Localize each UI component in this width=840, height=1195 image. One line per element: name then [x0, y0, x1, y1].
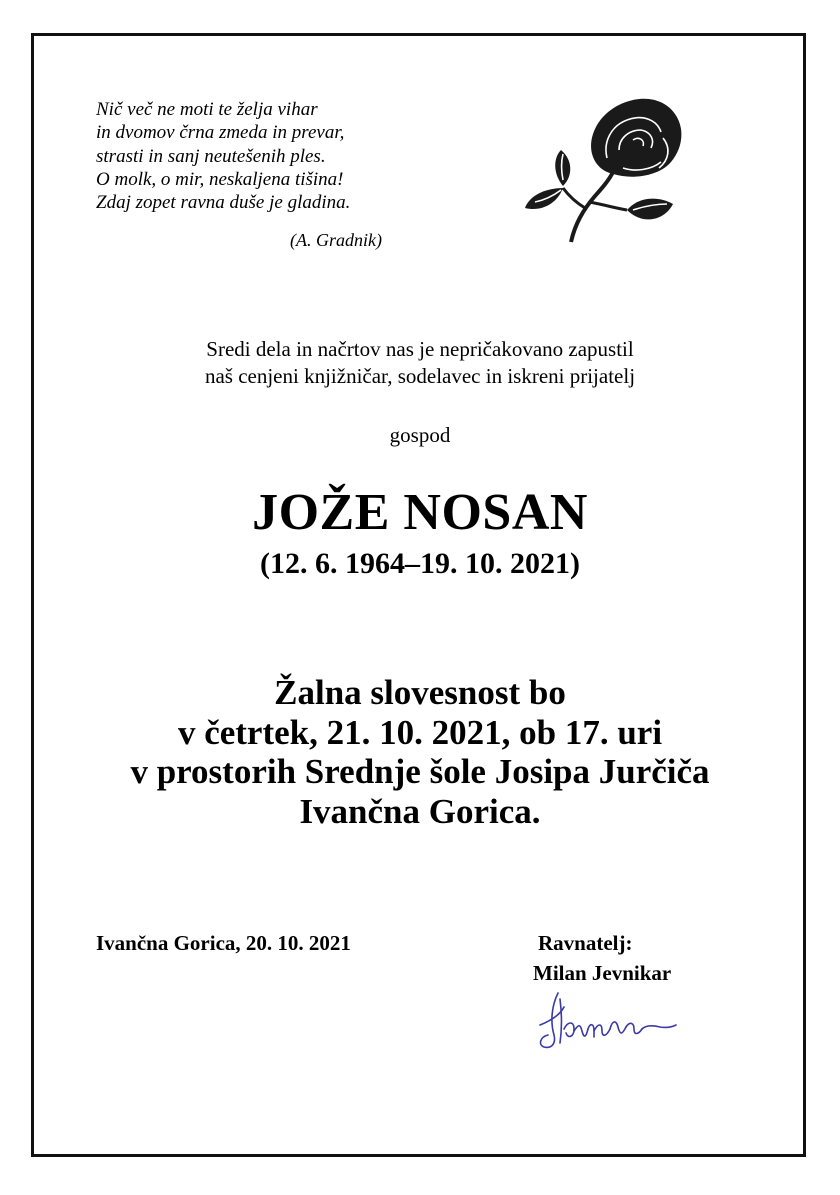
handwritten-signature	[530, 985, 680, 1070]
poem-line: in dvomov črna zmeda in prevar,	[96, 122, 345, 144]
poem-line: strasti in sanj neutešenih ples.	[96, 145, 326, 167]
ceremony-notice	[0, 673, 840, 831]
signer-role: Ravnatelj:	[538, 931, 633, 955]
poem-line: O molk, o mir, neskaljena tišina!	[96, 168, 344, 190]
poem-line: Zdaj zopet ravna duše je gladina.	[96, 192, 351, 214]
signer-name: Milan Jevnikar	[533, 961, 672, 985]
intro-text	[0, 336, 840, 390]
poem-line: Nič več ne moti te želja vihar	[96, 99, 318, 120]
ceremony-line: v četrtek, 21. 10. 2021, ob 17. uri	[177, 712, 663, 752]
ceremony-line: Ivančna Gorica.	[299, 791, 541, 831]
ceremony-line: v prostorih Srednje šole Josipa Jurčiča	[130, 752, 710, 791]
salutation: gospod	[389, 423, 451, 447]
poem-verse	[96, 98, 350, 214]
place-and-date: Ivančna Gorica, 20. 10. 2021	[96, 931, 351, 955]
deceased-name: JOŽE NOSAN	[252, 484, 588, 541]
intro-line: Sredi dela in načrtov nas je nepričakovano zapustil	[206, 337, 634, 361]
poem-author: (A. Gradnik)	[290, 230, 382, 250]
intro-line: naš cenjeni knjižničar, sodelavec in iskreni prijatelj	[204, 364, 636, 388]
rose-icon	[523, 92, 688, 247]
life-dates: (12. 6. 1964–19. 10. 2021)	[260, 547, 580, 580]
ceremony-line: Žalna slovesnost bo	[274, 673, 566, 712]
